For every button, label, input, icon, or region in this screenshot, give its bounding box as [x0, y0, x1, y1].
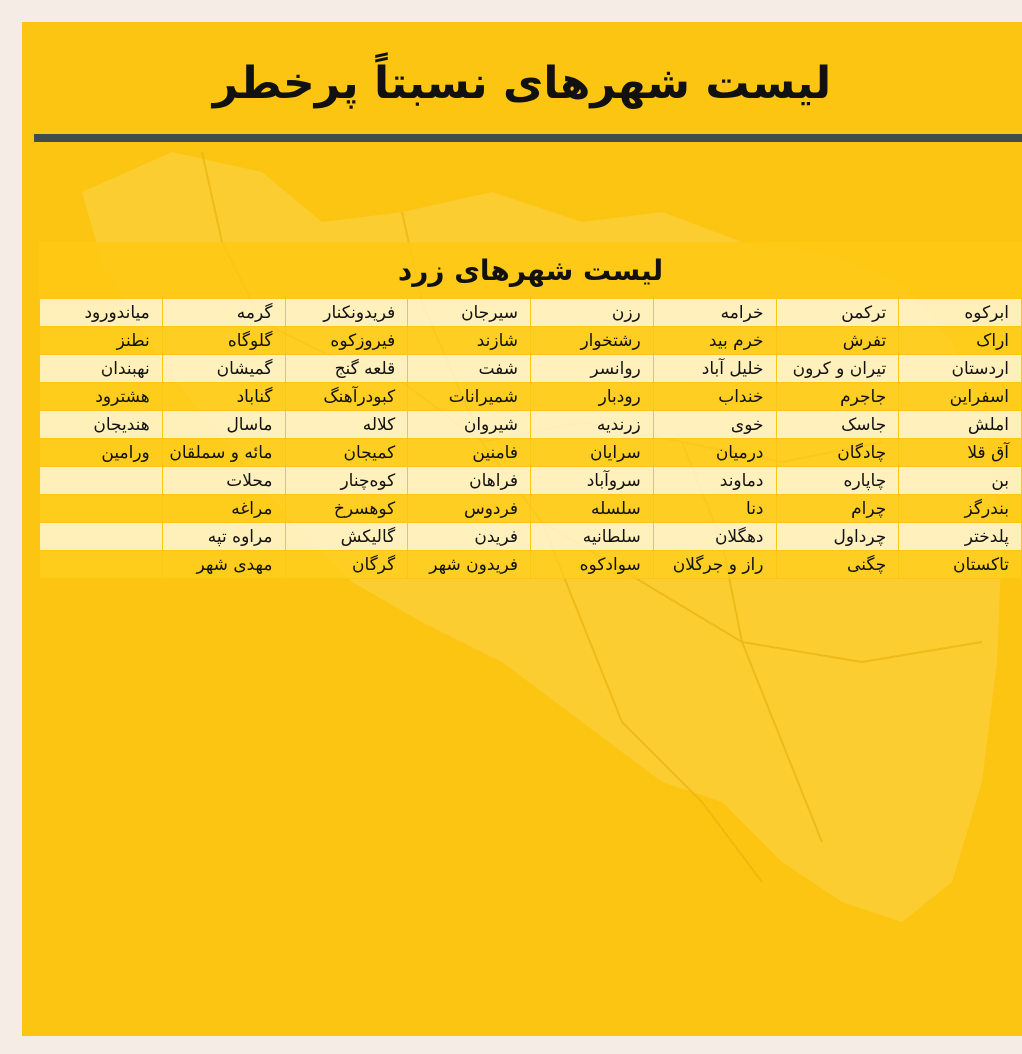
city-cell: فامنین [408, 439, 531, 467]
city-cell: نهبندان [40, 355, 163, 383]
city-cell: جاسک [776, 411, 899, 439]
city-cell [40, 551, 163, 579]
city-cell: سوادکوه [531, 551, 654, 579]
city-cell: خنداب [653, 383, 776, 411]
city-cell: شیروان [408, 411, 531, 439]
city-cell: املش [899, 411, 1022, 439]
city-cell: گرگان [285, 551, 408, 579]
city-cell: فیروزکوه [285, 327, 408, 355]
city-cell: محلات [162, 467, 285, 495]
city-cell: درمیان [653, 439, 776, 467]
city-cell: رشتخوار [531, 327, 654, 355]
city-cell: مهدی شهر [162, 551, 285, 579]
city-cell: راز و جرگلان [653, 551, 776, 579]
city-cell: خرم بید [653, 327, 776, 355]
city-cell: دماوند [653, 467, 776, 495]
city-cell: فردوس [408, 495, 531, 523]
table-row [40, 495, 1022, 523]
city-cell: سروآباد [531, 467, 654, 495]
city-cell: فریدون شهر [408, 551, 531, 579]
city-cell: فراهان [408, 467, 531, 495]
city-cell: هندیجان [40, 411, 163, 439]
city-cell: فریدن [408, 523, 531, 551]
city-cell: رزن [531, 299, 654, 327]
table-row [40, 411, 1022, 439]
city-cell: سیرجان [408, 299, 531, 327]
table-row [40, 551, 1022, 579]
city-cell: بن [899, 467, 1022, 495]
city-cell: سلسله [531, 495, 654, 523]
city-cell: کبودرآهنگ [285, 383, 408, 411]
table-row [40, 299, 1022, 327]
table-subtitle: لیست شهرهای زرد [39, 242, 1022, 298]
cities-table [39, 298, 1022, 579]
city-cell: هشترود [40, 383, 163, 411]
city-cell: کلاله [285, 411, 408, 439]
city-cell: دنا [653, 495, 776, 523]
city-cell: گرمه [162, 299, 285, 327]
city-cell: تیران و کرون [776, 355, 899, 383]
city-cell: تفرش [776, 327, 899, 355]
city-cell: پلدختر [899, 523, 1022, 551]
city-cell: بندرگز [899, 495, 1022, 523]
city-cell: گالیکش [285, 523, 408, 551]
poster-card [22, 22, 1022, 1036]
city-cell: سلطانیه [531, 523, 654, 551]
city-cell: خوی [653, 411, 776, 439]
city-cell: سرایان [531, 439, 654, 467]
city-cell [40, 523, 163, 551]
city-cell: شمیرانات [408, 383, 531, 411]
city-cell: گناباد [162, 383, 285, 411]
city-cell: کوه‌چنار [285, 467, 408, 495]
city-cell: ورامین [40, 439, 163, 467]
table-row [40, 523, 1022, 551]
city-cell: شازند [408, 327, 531, 355]
city-cell: قلعه گنج [285, 355, 408, 383]
city-cell: اردستان [899, 355, 1022, 383]
city-cell: نطنز [40, 327, 163, 355]
city-cell: دهگلان [653, 523, 776, 551]
city-cell: اسفراین [899, 383, 1022, 411]
city-cell: ابرکوه [899, 299, 1022, 327]
city-cell: جاجرم [776, 383, 899, 411]
city-cell: خرامه [653, 299, 776, 327]
city-cell: روانسر [531, 355, 654, 383]
city-cell [40, 495, 163, 523]
city-cell: شفت [408, 355, 531, 383]
table-row [40, 355, 1022, 383]
cities-table-section [39, 242, 1022, 579]
city-cell: زرندیه [531, 411, 654, 439]
city-cell: ترکمن [776, 299, 899, 327]
city-cell: گلوگاه [162, 327, 285, 355]
city-cell: اراک [899, 327, 1022, 355]
city-cell: مراوه تپه [162, 523, 285, 551]
table-row [40, 383, 1022, 411]
city-cell: میاندورود [40, 299, 163, 327]
city-cell: خلیل آباد [653, 355, 776, 383]
city-cell: آق قلا [899, 439, 1022, 467]
table-row [40, 327, 1022, 355]
city-cell: کمیجان [285, 439, 408, 467]
city-cell: رودبار [531, 383, 654, 411]
city-cell: فریدونکنار [285, 299, 408, 327]
table-row [40, 467, 1022, 495]
city-cell: چگنی [776, 551, 899, 579]
city-cell [40, 467, 163, 495]
city-cell: مراغه [162, 495, 285, 523]
city-cell: کوهسرخ [285, 495, 408, 523]
city-cell: چادگان [776, 439, 899, 467]
title-divider [34, 134, 1022, 142]
city-cell: چرام [776, 495, 899, 523]
city-cell: چاپاره [776, 467, 899, 495]
city-cell: مائه و سملقان [162, 439, 285, 467]
city-cell: گمیشان [162, 355, 285, 383]
city-cell: تاکستان [899, 551, 1022, 579]
city-cell: ماسال [162, 411, 285, 439]
city-cell: چرداول [776, 523, 899, 551]
page-title: لیست شهرهای نسبتاً پرخطر [212, 58, 832, 109]
table-row [40, 439, 1022, 467]
